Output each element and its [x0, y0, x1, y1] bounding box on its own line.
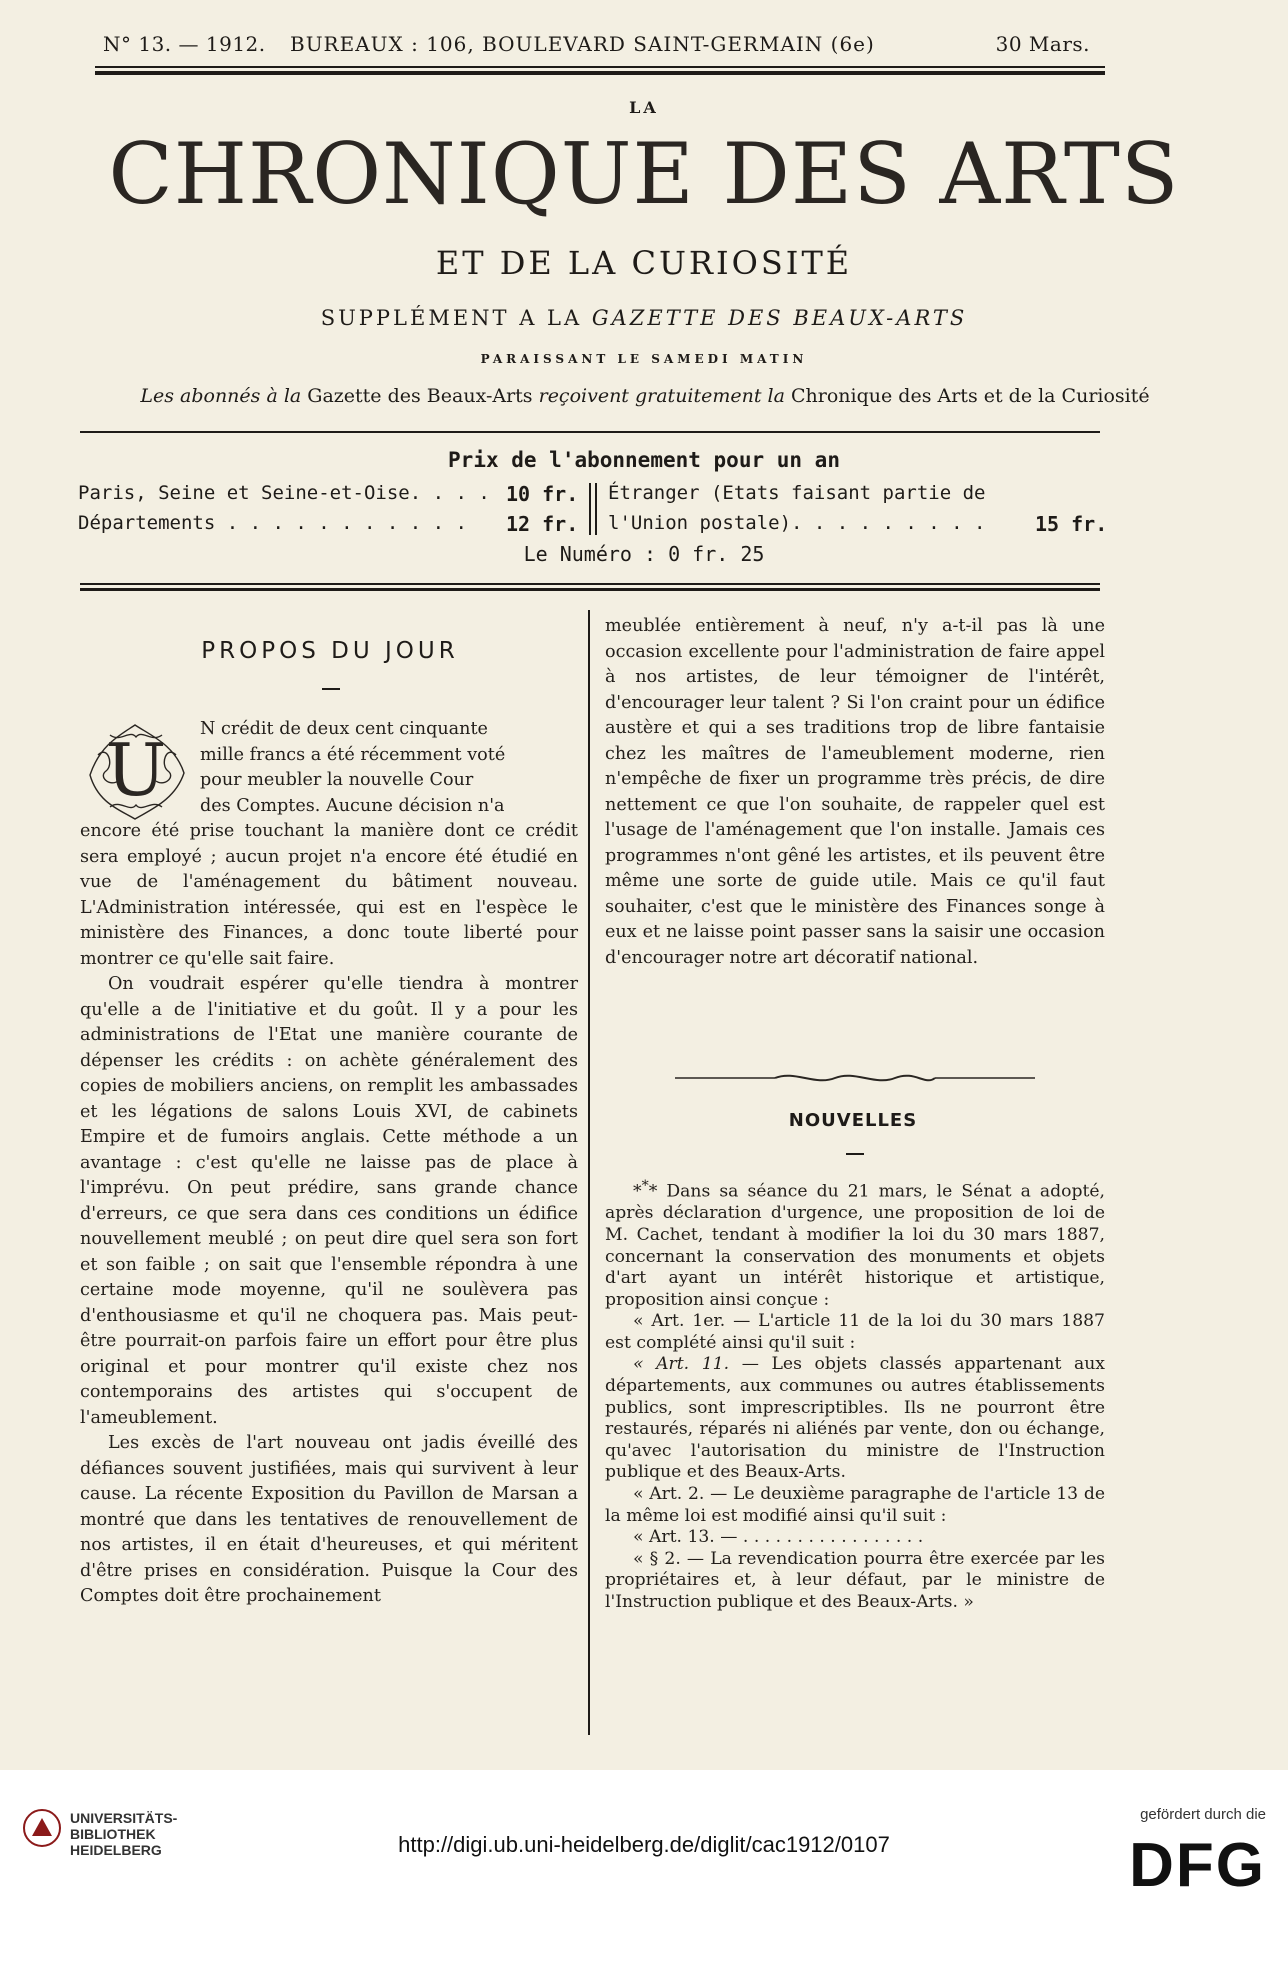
- column-divider: [588, 610, 590, 1735]
- nouvelles-paragraph-3: — Les objets classés appartenant aux départements, aux communes ou autres établissements publics, sont imprescriptibles. Ils ne pourront être restaurés, réparés ni aliénés par vente, don ou échange, qu'avec l'autorisation du ministre de l'Instruction publique et des Beaux-Arts.: [605, 1354, 1105, 1483]
- asterism-2: *: [641, 1178, 649, 1194]
- nouvelles-article-11: « Art. 11.: [633, 1354, 730, 1375]
- propos-column-left: [80, 819, 578, 1610]
- propos-opening-lines: [200, 717, 578, 819]
- office-address: BUREAUX : 106, BOULEVARD SAINT-GERMAIN (6e): [290, 32, 875, 56]
- nouvelles-paragraph-5: « Art. 13. — . . . . . . . . . . . . . . . . .: [633, 1527, 924, 1548]
- nouvelles-body: [605, 1176, 1105, 1614]
- nouvelles-paragraph-2: « Art. 1er. — L'article 11 de la loi du 30 mars 1887 est complété ainsi qu'il suit :: [605, 1311, 1105, 1353]
- nouvelles-paragraph-4: « Art. 2. — Le deuxième paragraphe de l'article 13 de la même loi est modifié ainsi qu'il suit :: [605, 1484, 1105, 1526]
- section-rule: [80, 583, 1100, 585]
- masthead-title: CHRONIQUE DES ARTS: [108, 125, 1180, 223]
- propos-line-4: des Comptes. Aucune décision n'a: [200, 795, 505, 816]
- nouvelles-paragraph-1: Dans sa séance du 21 mars, le Sénat a adopté, après déclaration d'urgence, une proposition de loi de M. Cachet, tendant à modifier la loi du 30 mars 1887, concernant la conservation des monuments et objets d'art ayant un intérêt historique et artistique, proposition ainsi conçue :: [605, 1181, 1105, 1310]
- supplement-journal: GAZETTE DES BEAUX-ARTS: [591, 306, 968, 330]
- propos-paragraph-1: encore été prise touchant la manière dont ce crédit sera employé ; aucun projet n'a encore été étudié en vue de l'aménagement du bâtiment nouveau. L'Administration intéressée, qui est en l'espèce le ministère des Finances, a donc toute liberté pour montrer ce qu'elle sait faire.: [80, 821, 578, 969]
- single-issue-price: Le Numéro : 0 fr. 25: [523, 542, 765, 566]
- propos-paragraph-3: Les excès de l'art nouveau ont jadis éveillé des défiances souvent justifiées, mais qui survivent à leur cause. La récente Exposition du Pavillon de Marsan a montré que dans les tentatives de renouvellement de nos artistes, il en était d'heureuses, et qui méritent d'être prises en considération. Puisque la Cour des Comptes doit être prochainement: [80, 1433, 578, 1606]
- notice-text-1: Gazette des Beaux-Arts: [307, 385, 533, 407]
- nouvelles-paragraph-6: « § 2. — La revendication pourra être exercée par les propriétaires et, à leur défaut, par le ministre de l'Instruction publique et des Beaux-Arts. »: [605, 1548, 1105, 1613]
- foreign-price: 15 fr.: [1035, 512, 1108, 536]
- nouvelles-dash: [846, 1153, 864, 1155]
- propos-line-3: pour meubler la nouvelle Cour: [200, 770, 474, 790]
- masthead-rule: [80, 431, 1100, 433]
- dropcap-letter: U: [105, 728, 167, 812]
- supplement-prefix: SUPPLÉMENT A LA: [320, 306, 583, 330]
- top-rule: [95, 66, 1105, 68]
- nouvelles-heading: NOUVELLES: [788, 1110, 918, 1131]
- masthead-top-line: [95, 28, 1095, 58]
- dfg-logo: DFG: [1129, 1831, 1266, 1900]
- schedule-line: PARAISSANT LE SAMEDI MATIN: [480, 352, 808, 366]
- ornamental-divider: [675, 1070, 1035, 1086]
- notice-italic-2: reçoivent gratuitement la: [538, 385, 785, 407]
- propos-paragraph-2: On voudrait espérer qu'elle tiendra à montrer qu'elle a de l'initiative et du goût. Il y a pour les administrations de l'Etat une manière courante de dépenser les crédits : on achète généralement des copies de mobiliers anciens, on remplit les ambassades et les légations de salons Louis XVI, de cabinets Empire et de fumoirs anglais. Cette méthode a un avantage : c'est qu'elle ne laisse pas de place à l'imprévu. On peut prédire, sans grande chance d'erreurs, ce que sera dans ces conditions un édifice nouvellement meublé ; on peut dire quel sera son fort et son faible ; on sait que l'ensemble répondra à une certaine mode moyenne, qu'il ne soulèvera pas d'enthousiasme et qu'il ne choquera pas. Mais peut-être pourrait-on parfois faire un effort pour être plus original et pour montrer qu'il existe chez nos contemporains des artistes qui s'occupent de l'ameublement.: [80, 974, 578, 1428]
- price-divider: [589, 483, 591, 535]
- paris-rate: [78, 482, 579, 506]
- subscription-heading: Prix de l'abonnement pour un an: [448, 448, 840, 472]
- issue-date: 30 Mars.: [995, 32, 1090, 56]
- library-line-1: UNIVERSITÄTS-: [70, 1810, 178, 1826]
- propos-line-2: mille francs a été récemment voté: [200, 744, 506, 765]
- dept-price: 12 fr.: [506, 512, 579, 536]
- subscriber-notice: [40, 385, 1250, 407]
- foreign-label: l'Union postale). . . . . . . . .: [608, 512, 986, 534]
- source-url[interactable]: http://digi.ub.uni-heidelberg.de/diglit/cac1912/0107: [398, 1832, 890, 1857]
- funding-note: gefördert durch die: [1140, 1806, 1266, 1823]
- propos-paragraph-4: meublée entièrement à neuf, n'y a-t-il pas là une occasion excellente pour l'administration de faire appel à nos artistes, de leur témoigner de l'intérêt, d'encourager leur talent ? Si l'on craint pour un édifice austère et qui a ses traditions trop de libre fantaisie chez les maîtres de l'ameublement moderne, rien n'empêche de fixer un programme très précis, de dire nettement ce que l'on souhaite, de rappeler quel est l'usage de l'aménagement que l'on installe. Jamais ces programmes n'ont gêné les artistes, et ils peuvent être même une sorte de guide utile. Mais ce qu'il faut souhaiter, c'est que le ministère des Finances songe à eux et ne laisse point passer sans la saisir une occasion d'encourager notre art décoratif national.: [605, 616, 1105, 968]
- ornamental-dropcap: [80, 715, 192, 827]
- propos-column-right: [605, 614, 1105, 971]
- viewer-footer: [0, 1770, 1288, 1966]
- price-divider-2: [595, 483, 597, 535]
- section-rule-thick: [80, 588, 1100, 591]
- notice-text-2: Chronique des Arts et de la Curiosité: [791, 385, 1150, 407]
- paris-price: 10 fr.: [506, 482, 579, 506]
- issue-number: N° 13. — 1912.: [103, 32, 266, 56]
- paris-label: Paris, Seine et Seine-et-Oise. . . .: [78, 482, 490, 504]
- foreign-rate-line-2: [608, 512, 1108, 536]
- propos-heading: PROPOS DU JOUR: [201, 638, 459, 664]
- supplement-line: [0, 306, 1288, 330]
- heading-dash: [322, 688, 340, 690]
- asterism-3: *: [648, 1181, 658, 1202]
- departments-rate: [78, 512, 579, 536]
- top-rule-thick: [95, 71, 1105, 75]
- notice-italic-1: Les abonnés à la: [140, 385, 302, 407]
- library-line-2: BIBLIOTHEK: [70, 1826, 156, 1842]
- dept-label: Départements . . . . . . . . . . .: [78, 512, 467, 534]
- foreign-rate-line-1: Étranger (Etats faisant partie de: [608, 482, 986, 504]
- library-line-3: HEIDELBERG: [70, 1842, 162, 1858]
- masthead-subtitle: ET DE LA CURIOSITÉ: [435, 244, 853, 282]
- masthead-article: LA: [629, 98, 659, 117]
- propos-line-1: N crédit de deux cent cinquante: [200, 719, 488, 739]
- asterism: *: [633, 1181, 642, 1202]
